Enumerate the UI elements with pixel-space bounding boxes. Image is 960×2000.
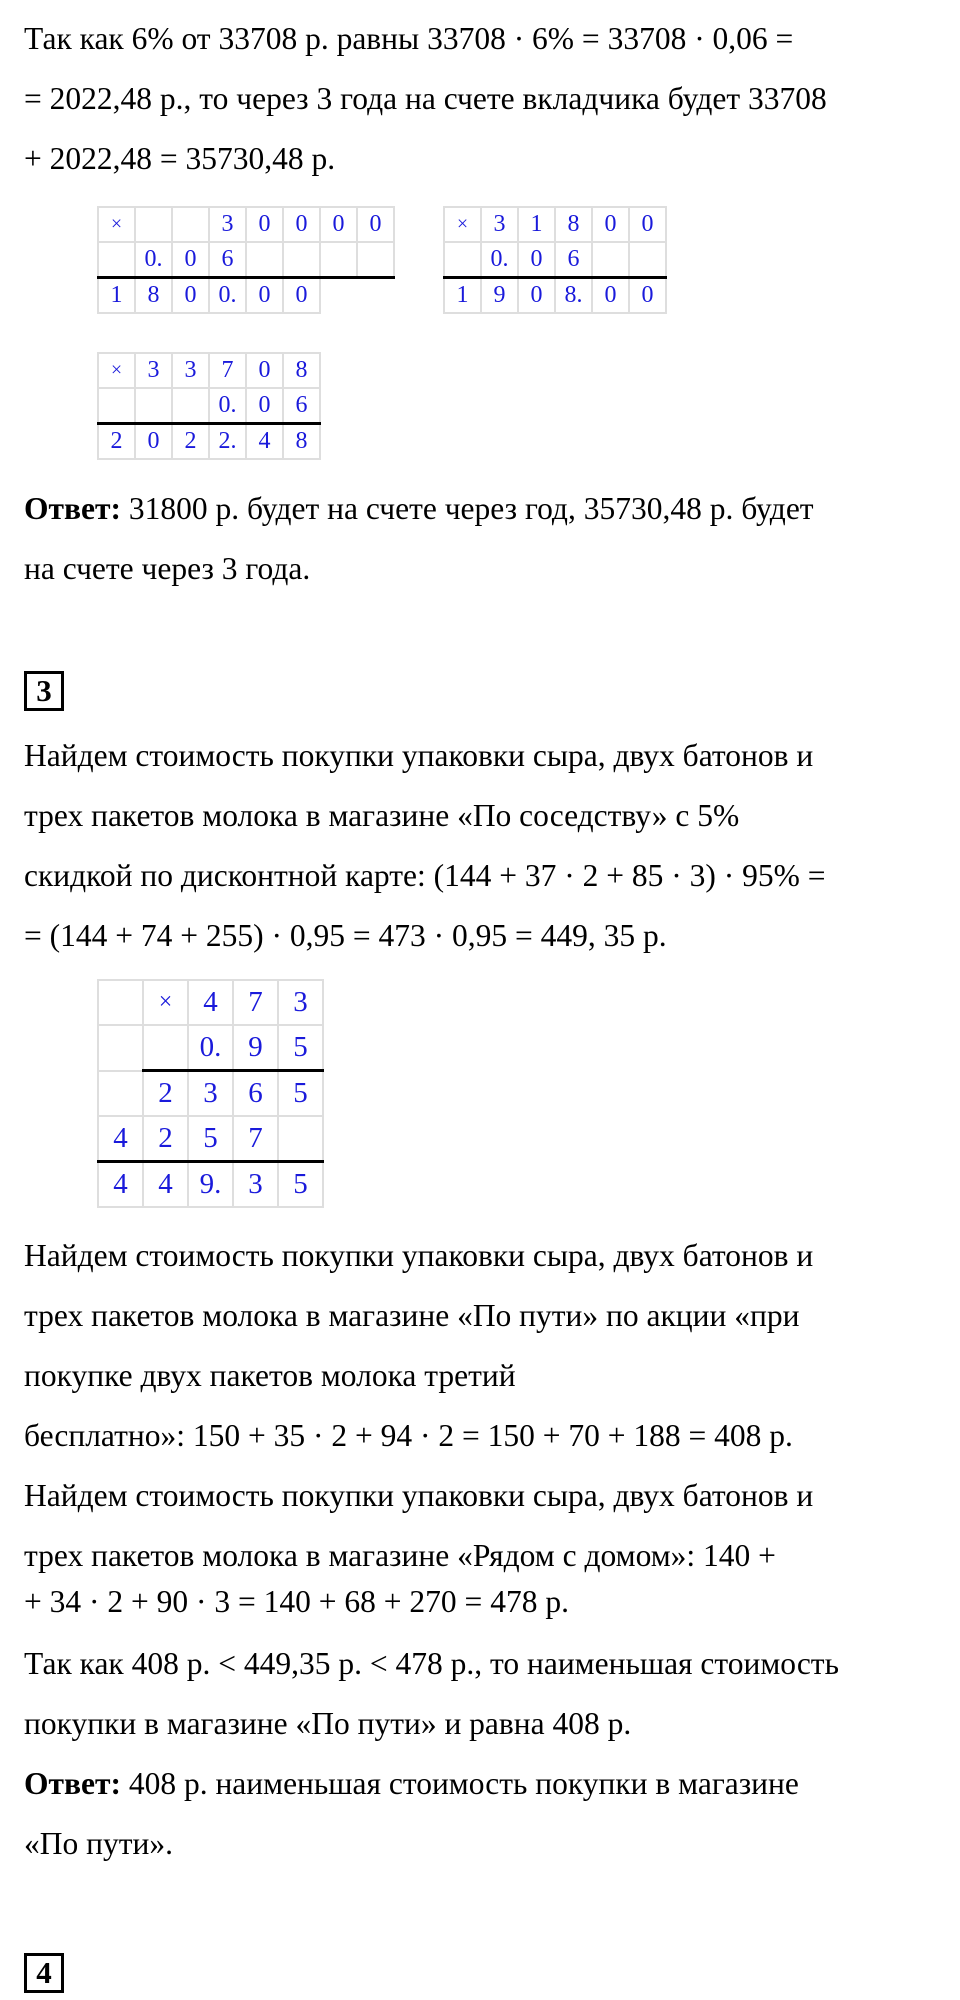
task-number: 4 <box>24 1953 64 1993</box>
grid-cell: 0 <box>135 424 172 460</box>
grid-cell: 1 <box>444 278 481 314</box>
grid-cell: 5 <box>188 1116 233 1162</box>
grid-cell <box>320 278 357 314</box>
grid-cell: 2 <box>143 1071 188 1117</box>
grid-cell <box>283 242 320 278</box>
text-line: трех пакетов молока в магазине «По пути» по акции «при <box>24 1298 800 1333</box>
grid-cell <box>98 1025 143 1071</box>
grid-cell: 0 <box>172 242 209 278</box>
answer-text: 408 р. наименьшая стоимость покупки в магазине <box>120 1766 799 1801</box>
grid-cell <box>246 242 283 278</box>
grid-cell <box>278 1116 323 1162</box>
text-line: трех пакетов молока в магазине «По соседству» с 5% <box>24 798 740 833</box>
text-line: покупки в магазине «По пути» и равна 408 р. <box>24 1706 632 1741</box>
grid-cell: 3 <box>209 207 246 242</box>
grid-cell: 5 <box>278 1071 323 1117</box>
text-line: Найдем стоимость покупки упаковки сыра, двух батонов и <box>24 1238 814 1273</box>
grid-cell: 2 <box>172 424 209 460</box>
grid-cell: 6 <box>233 1071 278 1117</box>
grid-cell: 0 <box>592 207 629 242</box>
grid-cell <box>135 207 172 242</box>
text-line: скидкой по дисконтной карте: (144 + 37 · 2 + 85 · 3) · 95% = <box>24 858 826 893</box>
grid-cell: 0 <box>629 207 666 242</box>
grid-cell: 4 <box>188 980 233 1025</box>
grid-cell: 0 <box>320 207 357 242</box>
grid-cell: 1 <box>518 207 555 242</box>
grid-cell: 4 <box>98 1116 143 1162</box>
text-line: = (144 + 74 + 255) · 0,95 = 473 · 0,95 = 449, 35 р. <box>24 918 667 953</box>
multiplication-grid-31800 <box>443 206 667 314</box>
grid-cell: 9. <box>188 1162 233 1208</box>
answer-label: Ответ: <box>24 1766 121 1801</box>
grid-cell: 0 <box>246 207 283 242</box>
multiplication-grid-473 <box>97 979 324 1208</box>
multiplication-grid-30000 <box>97 206 395 314</box>
answer-line: на счете через 3 года. <box>24 551 311 586</box>
text-line: покупке двух пакетов молока третий <box>24 1358 516 1393</box>
grid-cell <box>143 1025 188 1071</box>
grid-cell: 0 <box>592 278 629 314</box>
answer-text: 31800 р. будет на счете через год, 35730,48 р. будет <box>120 491 814 526</box>
times-sign: × <box>444 207 481 242</box>
grid-cell: 8. <box>555 278 592 314</box>
grid-cell: 2 <box>143 1116 188 1162</box>
grid-cell <box>172 388 209 424</box>
grid-cell: 7 <box>233 980 278 1025</box>
answer-line <box>24 1765 799 1803</box>
grid-cell: 7 <box>209 353 246 388</box>
grid-cell: 2. <box>209 424 246 460</box>
grid-cell: 0. <box>209 278 246 314</box>
grid-cell: 0 <box>246 388 283 424</box>
text-line: Найдем стоимость покупки упаковки сыра, двух батонов и <box>24 738 814 773</box>
multiplication-grid-33708 <box>97 352 321 460</box>
grid-cell <box>592 242 629 278</box>
grid-cell: 5 <box>278 1162 323 1208</box>
text-line: бесплатно»: 150 + 35 · 2 + 94 · 2 = 150 + 70 + 188 = 408 р. <box>24 1418 793 1453</box>
grid-cell: 6 <box>209 242 246 278</box>
text-line: Так как 6% от 33708 р. равны 33708 · 6% = 33708 · 0,06 = <box>24 21 794 56</box>
grid-cell: 0 <box>246 353 283 388</box>
grid-cell: 3 <box>278 980 323 1025</box>
times-sign: × <box>98 353 135 388</box>
grid-cell: 7 <box>233 1116 278 1162</box>
answer-label: Ответ: <box>24 491 121 526</box>
grid-cell: 6 <box>555 242 592 278</box>
grid-cell <box>357 278 394 314</box>
grid-cell <box>98 980 143 1025</box>
grid-cell: 1 <box>98 278 135 314</box>
task-number: 3 <box>24 671 64 711</box>
times-sign: × <box>143 980 188 1025</box>
grid-cell: 0. <box>188 1025 233 1071</box>
grid-cell: 0 <box>518 242 555 278</box>
answer-line: «По пути». <box>24 1826 173 1861</box>
grid-cell: 5 <box>278 1025 323 1071</box>
grid-cell: 3 <box>135 353 172 388</box>
grid-cell <box>444 242 481 278</box>
grid-cell: 0 <box>246 278 283 314</box>
grid-cell: 8 <box>135 278 172 314</box>
grid-cell: 4 <box>98 1162 143 1208</box>
grid-cell: 2 <box>98 424 135 460</box>
grid-cell: 8 <box>555 207 592 242</box>
text-line: + 34 · 2 + 90 · 3 = 140 + 68 + 270 = 478 р. <box>24 1584 569 1619</box>
grid-cell <box>320 242 357 278</box>
grid-cell: 4 <box>143 1162 188 1208</box>
grid-cell: 0 <box>283 278 320 314</box>
grid-cell: 9 <box>481 278 518 314</box>
grid-cell: 0. <box>209 388 246 424</box>
grid-cell: 6 <box>283 388 320 424</box>
grid-cell <box>357 242 394 278</box>
grid-cell: 8 <box>283 424 320 460</box>
grid-cell <box>98 242 135 278</box>
grid-cell <box>629 242 666 278</box>
grid-cell <box>172 207 209 242</box>
grid-cell: 0 <box>172 278 209 314</box>
text-line: = 2022,48 р., то через 3 года на счете вкладчика будет 33708 <box>24 81 827 116</box>
grid-cell: 0. <box>135 242 172 278</box>
grid-cell: 9 <box>233 1025 278 1071</box>
text-line: Найдем стоимость покупки упаковки сыра, двух батонов и <box>24 1478 814 1513</box>
grid-cell: 0 <box>629 278 666 314</box>
text-line: Так как 408 р. < 449,35 р. < 478 р., то наименьшая стоимость <box>24 1646 839 1681</box>
grid-cell: 8 <box>283 353 320 388</box>
answer-line <box>24 490 814 528</box>
grid-cell: 0 <box>518 278 555 314</box>
text-line: трех пакетов молока в магазине «Рядом с домом»: 140 + <box>24 1538 776 1573</box>
text-line: + 2022,48 = 35730,48 р. <box>24 141 336 176</box>
times-sign: × <box>98 207 135 242</box>
grid-cell: 0 <box>357 207 394 242</box>
grid-cell <box>135 388 172 424</box>
grid-cell: 3 <box>481 207 518 242</box>
grid-cell: 3 <box>233 1162 278 1208</box>
grid-cell <box>98 388 135 424</box>
grid-cell: 4 <box>246 424 283 460</box>
grid-cell: 0 <box>283 207 320 242</box>
grid-cell: 0. <box>481 242 518 278</box>
grid-cell: 3 <box>188 1071 233 1117</box>
grid-cell <box>98 1071 143 1117</box>
grid-cell: 3 <box>172 353 209 388</box>
